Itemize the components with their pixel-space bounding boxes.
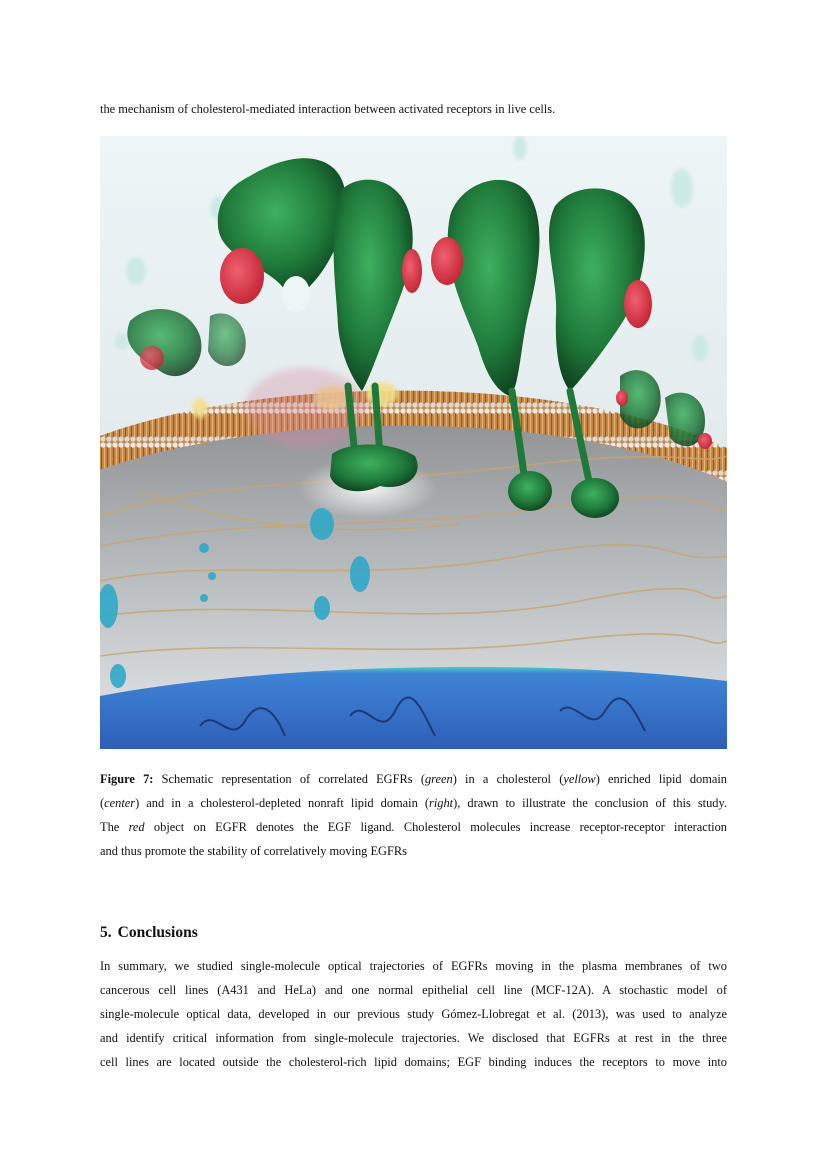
figure-label: Figure 7: bbox=[100, 772, 154, 786]
caption-line-3 bbox=[100, 819, 727, 835]
caption-line-2 bbox=[100, 795, 727, 811]
body-line-5: cell lines are located outside the cholesterol-rich lipid domains; EGF binding induces the receptors to move into bbox=[100, 1055, 727, 1069]
body-line-2: cancerous cell lines (A431 and HeLa) and one normal epithelial cell line (MCF-12A). A stochastic model of bbox=[100, 983, 727, 997]
caption-segment: ) in a cholesterol ( bbox=[452, 772, 564, 786]
caption-segment: red bbox=[128, 820, 145, 834]
egfr-illustration-image bbox=[100, 136, 727, 749]
caption-line-4 bbox=[100, 843, 727, 859]
figure-caption bbox=[100, 771, 727, 858]
caption-segment: ), drawn to illustrate the conclusion of this study. bbox=[453, 796, 727, 810]
body-line-3: single-molecule optical data, developed in our previous study Gómez-Llobregat et al. (2013), was used to analyze bbox=[100, 1007, 727, 1021]
section-title: Conclusions bbox=[117, 924, 198, 941]
caption-segment: ( bbox=[100, 796, 105, 810]
caption-segment: object on EGFR denotes the EGF ligand. Cholesterol molecules increase receptor-receptor interaction bbox=[144, 820, 727, 834]
caption-segment: right bbox=[429, 796, 454, 810]
figure-illustration bbox=[100, 136, 727, 749]
caption-line-1 bbox=[100, 771, 727, 787]
section-number: 5. bbox=[100, 924, 112, 941]
caption-segment: ) and in a cholesterol-depleted nonraft lipid domain ( bbox=[135, 796, 430, 810]
intro-text-line: the mechanism of cholesterol-mediated interaction between activated receptors in live cells. bbox=[100, 102, 556, 116]
caption-segment: The bbox=[100, 820, 129, 834]
caption-segment: green bbox=[424, 772, 453, 786]
caption-segment: Schematic representation of correlated EGFRs ( bbox=[161, 772, 425, 786]
section-heading bbox=[100, 924, 198, 942]
caption-segment: yellow bbox=[563, 772, 596, 786]
caption-segment: ) enriched lipid domain bbox=[595, 772, 727, 786]
caption-segment: center bbox=[104, 796, 136, 810]
body-line-1: In summary, we studied single-molecule optical trajectories of EGFRs moving in the plasma membranes of two bbox=[100, 959, 727, 973]
caption-segment: and thus promote the stability of correlatively moving EGFRs bbox=[100, 844, 407, 858]
body-line-4: and identify critical information from single-molecule trajectories. We disclosed that EGFRs at rest in the three bbox=[100, 1031, 727, 1045]
